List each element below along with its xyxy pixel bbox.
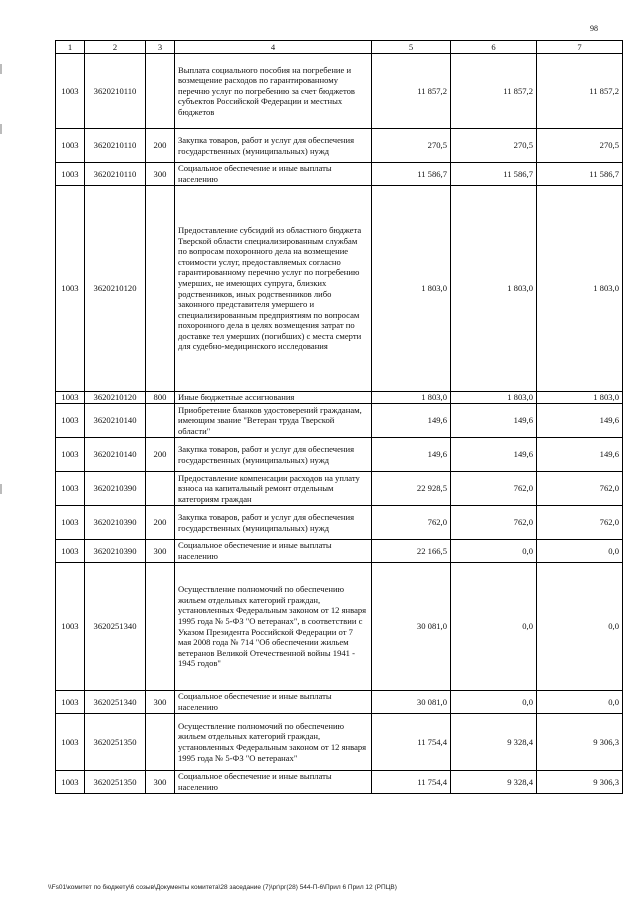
expense-type-cell: [146, 563, 175, 691]
target-code-cell: 3620210390: [85, 540, 146, 563]
amount-col7-cell: 762,0: [537, 472, 623, 506]
amount-col6-cell: 762,0: [451, 506, 537, 540]
expense-type-cell: 300: [146, 163, 175, 186]
section-code-cell: 1003: [56, 714, 85, 771]
amount-col5-cell: 1 803,0: [372, 186, 451, 392]
amount-col5-cell: 149,6: [372, 438, 451, 472]
amount-col7-cell: 149,6: [537, 438, 623, 472]
amount-col7-cell: 9 306,3: [537, 714, 623, 771]
header-row: [56, 41, 623, 54]
description-cell: Закупка товаров, работ и услуг для обеспечения государственных (муниципальных) нужд: [175, 438, 372, 472]
table-row: [56, 771, 623, 794]
amount-col5-cell: 149,6: [372, 404, 451, 438]
amount-col5-cell: 762,0: [372, 506, 451, 540]
amount-col7-cell: 149,6: [537, 404, 623, 438]
description-cell: Социальное обеспечение и иные выплаты населению: [175, 540, 372, 563]
amount-col6-cell: 1 803,0: [451, 392, 537, 404]
amount-col5-cell: 30 081,0: [372, 691, 451, 714]
target-code-cell: 3620251350: [85, 714, 146, 771]
amount-col6-cell: 9 328,4: [451, 771, 537, 794]
amount-col6-cell: 0,0: [451, 691, 537, 714]
target-code-cell: 3620210120: [85, 186, 146, 392]
description-cell: Иные бюджетные ассигнования: [175, 392, 372, 404]
section-code-cell: 1003: [56, 771, 85, 794]
amount-col5-cell: 11 857,2: [372, 54, 451, 129]
expense-type-cell: 300: [146, 691, 175, 714]
scan-edge-mark: [0, 484, 2, 494]
amount-col6-cell: 11 857,2: [451, 54, 537, 129]
table-row: [56, 563, 623, 691]
table-row: [56, 186, 623, 392]
target-code-cell: 3620251340: [85, 563, 146, 691]
scan-edge-mark: [0, 64, 2, 74]
amount-col7-cell: 1 803,0: [537, 392, 623, 404]
amount-col5-cell: 30 081,0: [372, 563, 451, 691]
table-row: [56, 472, 623, 506]
section-code-cell: 1003: [56, 186, 85, 392]
section-code-cell: 1003: [56, 129, 85, 163]
column-header-3: 3: [146, 41, 175, 54]
file-path-footer: \\Fs01\комитет по бюджету\6 созыв\Документы комитета\28 заседание (7)\рг\рг(28) 544-П-6\Прил 6 Прил 12 (РПЦВ): [48, 884, 397, 891]
table-row: [56, 54, 623, 129]
expense-type-cell: 300: [146, 540, 175, 563]
amount-col6-cell: 0,0: [451, 540, 537, 563]
budget-table: [55, 40, 623, 794]
page-number: 98: [590, 24, 598, 33]
description-cell: Приобретение бланков удостоверений гражданам, имеющим звание "Ветеран труда Тверской области": [175, 404, 372, 438]
expense-type-cell: [146, 472, 175, 506]
table-body: [56, 54, 623, 794]
target-code-cell: 3620210120: [85, 392, 146, 404]
column-header-5: 5: [372, 41, 451, 54]
amount-col7-cell: 270,5: [537, 129, 623, 163]
expense-type-cell: 200: [146, 506, 175, 540]
amount-col5-cell: 270,5: [372, 129, 451, 163]
column-header-2: 2: [85, 41, 146, 54]
amount-col7-cell: 9 306,3: [537, 771, 623, 794]
target-code-cell: 3620210110: [85, 163, 146, 186]
section-code-cell: 1003: [56, 404, 85, 438]
table-row: [56, 129, 623, 163]
table-row: [56, 714, 623, 771]
description-cell: Закупка товаров, работ и услуг для обеспечения государственных (муниципальных) нужд: [175, 506, 372, 540]
description-cell: Предоставление компенсации расходов на уплату взноса на капитальный ремонт отдельным категориям граждан: [175, 472, 372, 506]
expense-type-cell: 300: [146, 771, 175, 794]
table-row: [56, 404, 623, 438]
expense-type-cell: [146, 186, 175, 392]
expense-type-cell: 200: [146, 438, 175, 472]
amount-col7-cell: 762,0: [537, 506, 623, 540]
column-header-1: 1: [56, 41, 85, 54]
amount-col6-cell: 0,0: [451, 563, 537, 691]
description-cell: Закупка товаров, работ и услуг для обеспечения государственных (муниципальных) нужд: [175, 129, 372, 163]
amount-col7-cell: 1 803,0: [537, 186, 623, 392]
table-row: [56, 540, 623, 563]
scan-edge-mark: [0, 124, 2, 134]
target-code-cell: 3620251350: [85, 771, 146, 794]
expense-type-cell: [146, 714, 175, 771]
table-row: [56, 163, 623, 186]
description-cell: Предоставление субсидий из областного бюджета Тверской области специализированным службам по вопросам похоронного дела на возмещение стоимости услуг, предоставляемых согласно гарантированному перечню услуг по погребению умерших, не имеющих супруга, близких родственников, иных родственников либо законного представителя умершего и специализированным предприятиям по вопросам похоронного дела в целях возмещения затрат по доставке тел умерших (погибших) с места смерти для судебно-медицинского исследования: [175, 186, 372, 392]
column-header-4: 4: [175, 41, 372, 54]
description-cell: Выплата социального пособия на погребение и возмещение расходов по гарантированному перечню услуг по погребению за счет бюджетов субъектов Российской Федерации и местных бюджетов: [175, 54, 372, 129]
column-header-7: 7: [537, 41, 623, 54]
amount-col5-cell: 22 928,5: [372, 472, 451, 506]
section-code-cell: 1003: [56, 563, 85, 691]
section-code-cell: 1003: [56, 392, 85, 404]
amount-col7-cell: 11 857,2: [537, 54, 623, 129]
expense-type-cell: 800: [146, 392, 175, 404]
column-header-6: 6: [451, 41, 537, 54]
expense-type-cell: 200: [146, 129, 175, 163]
section-code-cell: 1003: [56, 54, 85, 129]
description-cell: Осуществление полномочий по обеспечению жильем отдельных категорий граждан, установленных Федеральным законом от 12 января 1995 года № 5-ФЗ "О ветеранах", в соответствии с Указом Президента Российской Федерации от 7 мая 2008 года № 714 "Об обеспечении жильем ветеранов Великой Отечественной войны 1941 - 1945 годов": [175, 563, 372, 691]
table-row: [56, 691, 623, 714]
target-code-cell: 3620210390: [85, 506, 146, 540]
expense-type-cell: [146, 54, 175, 129]
amount-col7-cell: 0,0: [537, 540, 623, 563]
amount-col5-cell: 22 166,5: [372, 540, 451, 563]
amount-col6-cell: 11 586,7: [451, 163, 537, 186]
amount-col6-cell: 9 328,4: [451, 714, 537, 771]
amount-col6-cell: 1 803,0: [451, 186, 537, 392]
amount-col6-cell: 149,6: [451, 404, 537, 438]
section-code-cell: 1003: [56, 540, 85, 563]
section-code-cell: 1003: [56, 438, 85, 472]
amount-col5-cell: 11 754,4: [372, 714, 451, 771]
amount-col5-cell: 1 803,0: [372, 392, 451, 404]
section-code-cell: 1003: [56, 691, 85, 714]
section-code-cell: 1003: [56, 472, 85, 506]
description-cell: Социальное обеспечение и иные выплаты населению: [175, 771, 372, 794]
amount-col6-cell: 762,0: [451, 472, 537, 506]
section-code-cell: 1003: [56, 163, 85, 186]
description-cell: Осуществление полномочий по обеспечению жильем отдельных категорий граждан, установленных Федеральным законом от 12 января 1995 года № 5-ФЗ "О ветеранах": [175, 714, 372, 771]
table-row: [56, 392, 623, 404]
target-code-cell: 3620210140: [85, 404, 146, 438]
target-code-cell: 3620251340: [85, 691, 146, 714]
section-code-cell: 1003: [56, 506, 85, 540]
amount-col6-cell: 149,6: [451, 438, 537, 472]
expense-type-cell: [146, 404, 175, 438]
table-row: [56, 506, 623, 540]
target-code-cell: 3620210110: [85, 54, 146, 129]
target-code-cell: 3620210140: [85, 438, 146, 472]
target-code-cell: 3620210110: [85, 129, 146, 163]
target-code-cell: 3620210390: [85, 472, 146, 506]
amount-col6-cell: 270,5: [451, 129, 537, 163]
amount-col7-cell: 0,0: [537, 563, 623, 691]
amount-col5-cell: 11 754,4: [372, 771, 451, 794]
amount-col5-cell: 11 586,7: [372, 163, 451, 186]
table-row: [56, 438, 623, 472]
description-cell: Социальное обеспечение и иные выплаты населению: [175, 163, 372, 186]
description-cell: Социальное обеспечение и иные выплаты населению: [175, 691, 372, 714]
amount-col7-cell: 0,0: [537, 691, 623, 714]
amount-col7-cell: 11 586,7: [537, 163, 623, 186]
